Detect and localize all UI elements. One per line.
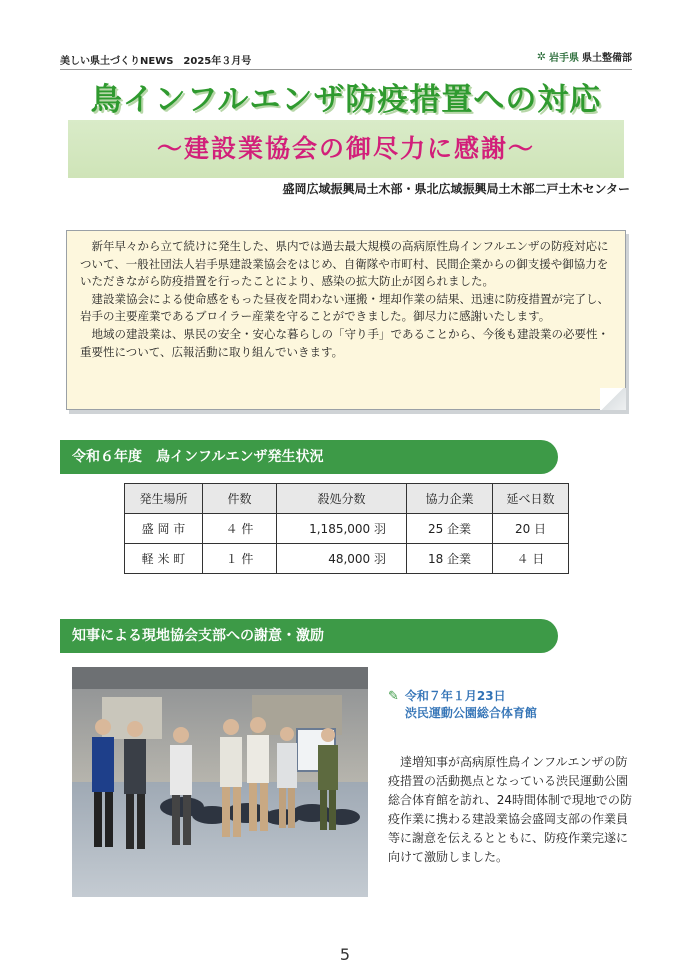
prefecture-emblem-icon: ✲ bbox=[536, 50, 546, 63]
column-header: 協力企業 bbox=[407, 484, 493, 514]
table-cell: 18 企業 bbox=[407, 544, 493, 574]
visit-header bbox=[388, 688, 633, 722]
section-header-visit bbox=[60, 619, 558, 653]
section-title: 令和６年度 鳥インフルエンザ発生状況 bbox=[72, 449, 324, 465]
table-row bbox=[125, 514, 569, 544]
visit-place: 渋民運動公園総合体育館 bbox=[404, 706, 537, 720]
section-title: 知事による現地協会支部への謝意・激励 bbox=[72, 628, 324, 644]
table-cell: 48,000 羽 bbox=[277, 544, 407, 574]
pen-icon: ✎ bbox=[388, 689, 399, 704]
table-cell: 20 日 bbox=[493, 514, 569, 544]
visit-photo bbox=[72, 667, 368, 897]
department-name: 県土整備部 bbox=[582, 53, 632, 64]
intro-box bbox=[66, 230, 626, 410]
table-cell: 25 企業 bbox=[407, 514, 493, 544]
page-title: 鳥インフルエンザ防疫措置への対応 bbox=[90, 82, 602, 118]
header-divider bbox=[60, 69, 632, 70]
page-number: 5 bbox=[339, 945, 351, 964]
prefecture-name: 岩手県 bbox=[549, 53, 579, 64]
visit-description: 達増知事が高病原性鳥インフルエンザの防疫措置の活動拠点となっている渋民運動公園総合体育館を訪れ、24時間体制で現地での防疫作業に携わる建設業協会盛岡支部の作業員等に謝意を伝えるとともに、防疫作業完遂に向けて激励しました。 bbox=[388, 755, 632, 864]
office-names: 盛岡広域振興局土木部・県北広域振興局土木部二戸土木センター bbox=[282, 182, 630, 196]
column-header: 発生場所 bbox=[125, 484, 203, 514]
table-cell: 盛 岡 市 bbox=[125, 514, 203, 544]
page-curl-decoration bbox=[600, 388, 626, 410]
intro-paragraph: 新年早々から立て続けに発生した、県内では過去最大規模の高病原性鳥インフルエンザの防疫対応について、一般社団法人岩手県建設業協会をはじめ、自衛隊や市町村、民間企業からの御支援や御協力をいただきながら防疫措置を行ったことにより、感染の拡大防止が図られました。 bbox=[80, 239, 609, 289]
table-cell: 軽 米 町 bbox=[125, 544, 203, 574]
table-cell: １ 件 bbox=[203, 544, 277, 574]
visit-details bbox=[388, 688, 633, 867]
column-header: 延べ日数 bbox=[493, 484, 569, 514]
issue-label: 美しい県土づくりNEWS 2025年３月号 bbox=[60, 56, 252, 67]
organization-logo bbox=[537, 49, 632, 64]
table-row bbox=[125, 544, 569, 574]
column-header: 殺処分数 bbox=[277, 484, 407, 514]
table-header-row bbox=[125, 484, 569, 514]
section-header-outbreak bbox=[60, 440, 558, 474]
page-subtitle: ～建設業協会の御尽力に感謝～ bbox=[156, 134, 535, 163]
column-header: 件数 bbox=[203, 484, 277, 514]
table-cell: 1,185,000 羽 bbox=[277, 514, 407, 544]
table-cell: ４ 件 bbox=[203, 514, 277, 544]
table-cell: ４ 日 bbox=[493, 544, 569, 574]
intro-paragraph: 建設業協会による使命感をもった昼夜を問わない運搬・埋却作業の結果、迅速に防疫措置が完了し、岩手の主要産業であるブロイラー産業を守ることができました。御尽力に感謝いたします。 bbox=[80, 291, 609, 324]
intro-paragraph: 地域の建設業は、県民の安全・安心な暮らしの「守り手」であることから、今後も建設業の必要性・重要性について、広報活動に取り組んでいきます。 bbox=[80, 326, 609, 359]
page-header bbox=[60, 46, 632, 68]
outbreak-table bbox=[124, 483, 569, 574]
visit-date: 令和７年１月23日 bbox=[404, 689, 506, 703]
subtitle-banner bbox=[68, 120, 624, 178]
